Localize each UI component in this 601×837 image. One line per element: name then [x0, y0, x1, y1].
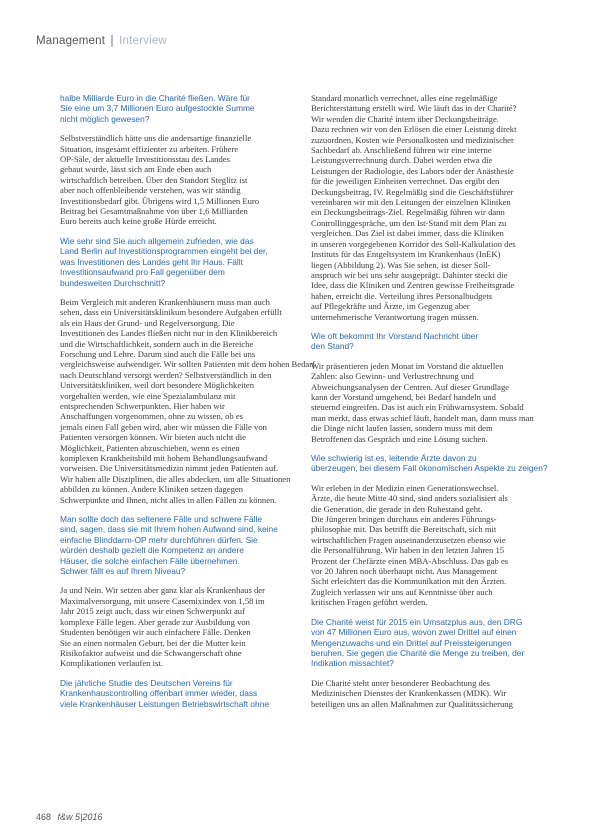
answer-paragraph: Wir erleben in der Medizin einen Generationswechsel. Ärzte, die heute Mitte 40 sind, sind anders sozialisiert als die Generation, die gerade in den Ruhestand geht. Die Jüngeren bringen durchaus ein anderes Führungs- philosophie mit. Das betrifft die Bereitschaft, sich mit wirtschaftlichen Fragen auseinanderzusetzen ebenso wie die Personalführung. Wir haben in den letzten Jahren 15 Prozent der Chefärzte einen MBA-Abschluss. Das gab es vor 20 Jahren noch überhaupt nicht. Aus Management Sicht erleichtert das die Kommunikation mit den Ärzten. Zugleich verlassen wir uns auf Kenntnisse über auch kritischen Fragen geführt werden.: [311, 482, 509, 608]
answer-paragraph: Standard monatlich verrechnet, alles eine regelmäßige Berichterstattung erstellt wird. Wie läuft das in der Charité? Wir wenden die Charité intern über Deckungsbeiträge. Dazu rechnen wir von den Erlösen die einer Leistung direkt zuzuordnen, Kosten wie Personalkosten und medizinischer Sachbedarf ab. Anschließend führen wir eine interne Leistungsverrechnung durch. Dabei werden etwa die Leistungen der Radiologie, des Labors oder der Anästhesie für die jeweiligen Einheiten verrechnet. Das ergibt den Deckungsbeitrag, IV. Regelmäßig sind die Geschäftsführer vereinbaren wir mit den Leitungen der einzelnen Kliniken ein Deckungsbeitrags-Ziel. Regelmäßig führen wir dann Controllinggespräche, um den Ist-Stand mit dem Plan zu vergleichen. Das Ziel ist dabei immer, dass die Kliniken in unseren vorgegebenen Korridor des Soll-Kalkulation des Instituts für das Entgeltsystem im Krankenhaus (InEK) liegen (Abbildung 2). Was Sie sehen, ist dieser Soll- anspruch wir bei uns sehr ausgeprägt. Dahinter steckt die Idee, dass die Kliniken und Zentren gewisse Freiheitsgrade haben, erreicht die. Verteilung ihres Personalbudgets auf Pflegekräfte und Ärzte, im Gegenzug aber unternehmerische Verantwortung tragen müssen.: [311, 93, 517, 322]
question-paragraph: Wie oft bekommt Ihr Vorstand Nachricht über den Stand?: [311, 330, 479, 352]
answer-paragraph: Beim Vergleich mit anderen Krankenhäusern muss man auch sehen, dass ein Universitätsklinikum besondere Aufgaben erfüllt als ein Haus der Grund- und Regelversorgung. Die Investitionen des Landes fließen nicht nur in den Klinikbereich und die Wirtschaftlichkeit, sondern auch in die Bereiche Forschung und Lehre. Darum sind auch die Fälle bei uns vergleichsweise aufwendiger. Wir sollten Patienten mit dem hohen Bedarf nach Deutschland versorgt werden? Selbstverständlich in den Universitätskliniken, weil dort besondere Möglichkeiten vorgehalten werden, wie eine Spezialambulanz mit entsprechenden Schwerpunkten. Hier haben wir Anschaffungen vorgenommen, ohne zu wissen, ob es jemals einen Fall geben wird, aber wir müssen die Fälle von Patienten versorgen können. Wir bieten auch nicht die Möglichkeit, Patienten abzuschieben, wenn es einen komplexen Krankheitsbild mit hohem Behandlungsaufwand vorweisen. Die Universitätsmedizin nimmt jeden Patienten auf. Wir haben alle Disziplinen, die alles abdecken, um alle Situationen abbilden zu können. Andere Kliniken setzen dagegen Schwerpunkte und Ihnen, nicht alles in allen Fällen zu können.: [60, 296, 315, 505]
header-separator: |: [110, 35, 114, 47]
answer-paragraph: Ja und Nein. Wir setzen aber ganz klar als Krankenhaus der Maximalversorgung, mit unsere Casemixindex von 1,58 im Jahr 2015 zeigt auch, dass wir einen Schwerpunkt auf komplexe Fälle legen. Aber gerade zur Ausbildung von Studenten benötigen wir auch einfachere Fälle. Denken Sie an einen normalen Geburt, bei der die Mutter kein Risikofaktor aufweist und die Schwangerschaft ohne Komplikationen verlaufen ist.: [60, 585, 265, 669]
question-paragraph: Die jährliche Studie des Deutschen Vereins für Krankenhauscontrolling offenbart immer wieder, dass viele Krankenhäuser Leistungen Betriebswirtschaft ohne: [60, 677, 270, 709]
answer-paragraph: Wir präsentieren jeden Monat im Vorstand die aktuellen Zahlen: also Gewinn- und Verlustrechnung und Abweichungsanalysen der Centren. Auf dieser Grundlage kann der Vorstand umgehend, bei Bedarf handeln und steuernd eingreifen. Das ist auch ein Frühwarnsystem. Sobald man merkt, dass etwas schief läuft, handelt man, dann muss man die Dinge nicht laufen lassen, sondern muss mit dem Betroffenen das Gespräch und eine Lösung suchen.: [311, 360, 534, 444]
section-title: Management: [36, 35, 106, 47]
subsection-title: Interview: [119, 35, 167, 47]
page-number: 468: [36, 812, 52, 822]
page-footer: [36, 812, 102, 822]
question-paragraph: Wie schwierig ist es, leitende Ärzte davon zu überzeugen, bei diesem Fall ökonomischen Aspekte zu zeigen?: [311, 453, 548, 474]
left-column: [60, 93, 315, 718]
answer-paragraph: Selbstverständlich hätte uns die andersartige finanzielle Situation, insgesamt effizienter zu arbeiten. Frühere OP-Säle, der aktuelle Investitionsstau des Landes gebaut wurde, lässt sich am Ende eben auch wirtschaftlich betreiben. Über den Standort Steglitz ist aber noch offenbleibende verstehen, was wir ständig Investitionsbedarf gibt. Übrigens wird 1,5 Millionen Euro Beitrag bei Gesamtmaßnahme von über 1,6 Milliarden Euro bereits auch keine große Hürde erreicht.: [60, 133, 260, 227]
question-paragraph: Wie sehr sind Sie auch allgemein zufrieden, wie das Land Berlin auf Investitionsprogrammen eingeht bei der, was Investitionen des Landes geht Ihr Haus. Fällt Investitionsaufwand pro Fall gegenüber dem bundesweiten Durchschnitt?: [60, 235, 268, 288]
right-column: [311, 93, 573, 718]
question-paragraph: Man sollte doch das seltenere Fälle und schwere Fälle sind, sagen, dass sie mit Ihrem hohen Aufwand sind, keine einfache Blinddarm-OP mehr durchführen dürfen. Sie würden deshalb gezielt die Kompetenz an andere Häuser, die solche einfachen Fälle übernehmen. Schwer fällt es auf Ihrem Niveau?: [60, 514, 278, 577]
page-header: [36, 35, 167, 47]
magazine-name: f&w 5|2016: [57, 812, 103, 822]
question-paragraph: halbe Milliarde Euro in die Charité fließen. Wäre für Sie eine um 3,7 Millionen Euro aufgestockte Summe nicht möglich gewesen?: [60, 93, 255, 124]
answer-paragraph: Die Charité steht unter besonderer Beobachtung des Medizinischen Dienstes der Krankenkassen (MDK). Wir beteiligen uns an allen Maßnahmen zur Qualitätssicherung: [311, 677, 513, 709]
question-paragraph: Die Charité weist für 2015 ein Umsatzplus aus, den DRG von 47 Millionen Euro aus, wovon zwei Drittel auf einen Mengenzuwachs und ein Drittel auf Preissteigerungen beruhen. Sie gegen die Charité die Menge zu treiben, der Indikation missachtet?: [311, 616, 525, 669]
